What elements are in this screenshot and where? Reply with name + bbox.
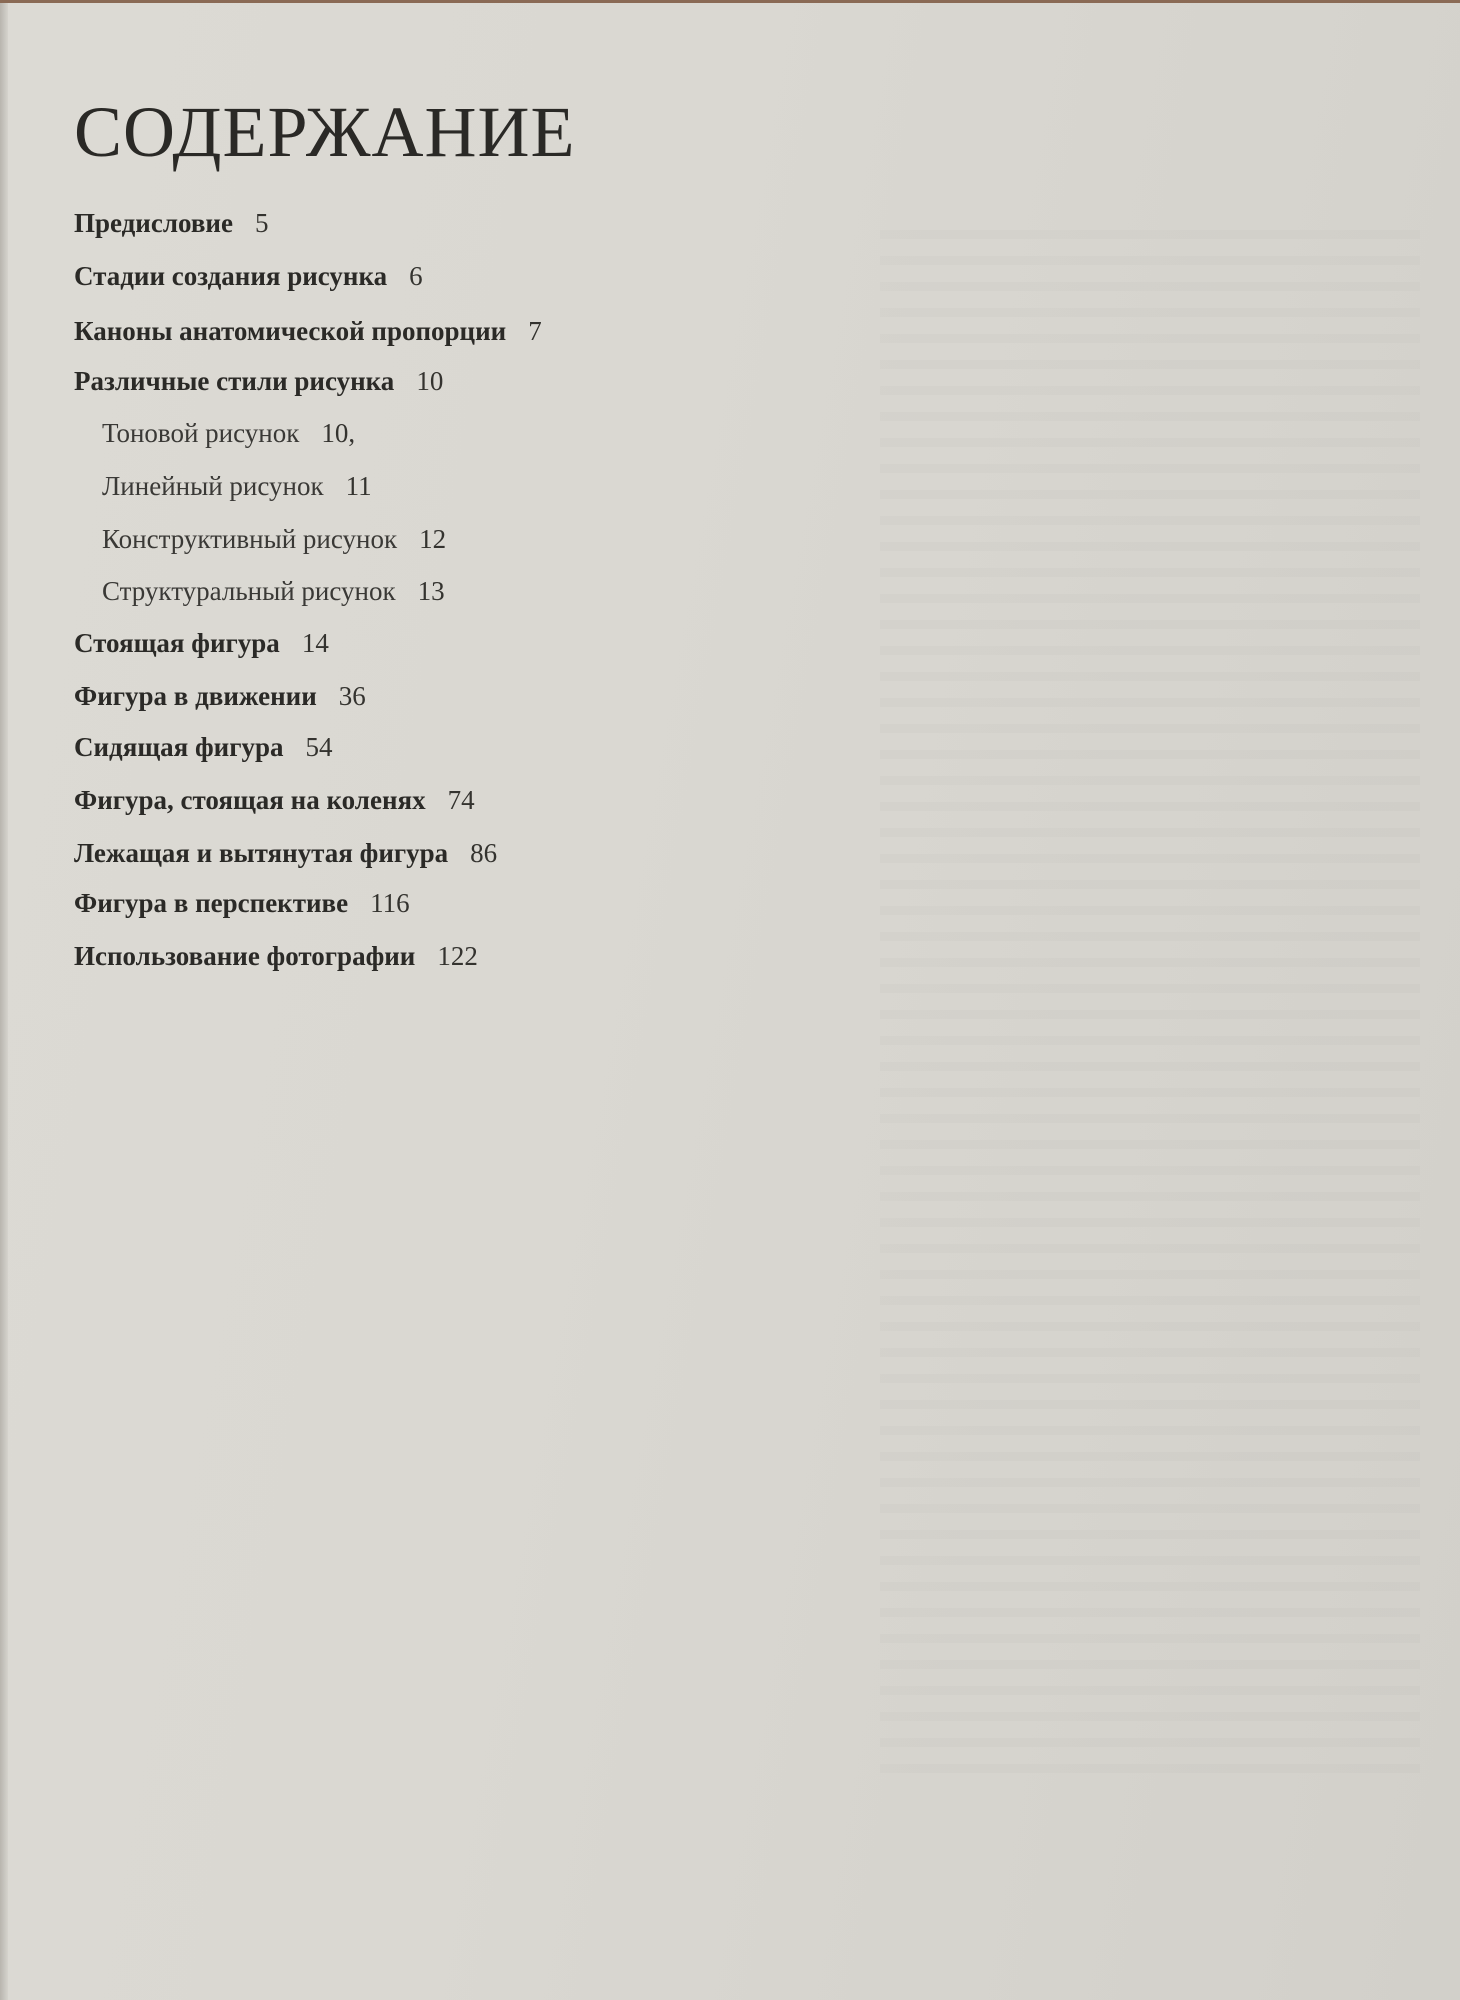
toc-entry <box>74 263 423 290</box>
toc-entry-page-number: 10, <box>321 418 356 448</box>
toc-entry-label: Сидящая фигура <box>74 732 284 762</box>
toc-entry <box>74 734 333 761</box>
toc-entry-page-number: 14 <box>301 628 329 658</box>
toc-entry-label: Структуральный рисунок <box>102 576 396 606</box>
toc-entry-label: Фигура, стоящая на коленях <box>74 785 426 815</box>
toc-entry-label: Различные стили рисунка <box>74 366 395 396</box>
toc-entry-page-number: 86 <box>470 838 498 868</box>
toc-entry-label: Использование фотографии <box>74 941 416 971</box>
toc-entry <box>102 526 446 553</box>
toc-entry <box>74 943 478 970</box>
toc-entry-page-number: 5 <box>254 208 269 238</box>
toc-entry-label: Фигура в перспективе <box>74 888 349 918</box>
toc-entry <box>102 420 355 447</box>
toc-entry-page-number: 36 <box>338 681 366 711</box>
toc-entry <box>102 473 372 500</box>
toc-entry-page-number: 6 <box>409 261 423 291</box>
toc-entry-page-number: 7 <box>528 316 542 346</box>
toc-entry <box>74 318 542 345</box>
page-top-edge <box>0 0 1460 3</box>
toc-entry-page-number: 122 <box>437 941 478 971</box>
toc-entry-label: Каноны анатомической пропорции <box>74 316 507 346</box>
show-through-text <box>880 230 1420 1790</box>
page-spine-edge <box>0 0 8 2000</box>
toc-entry-label: Фигура в движении <box>74 681 317 711</box>
toc-entry <box>102 578 445 605</box>
toc-entry-page-number: 54 <box>305 732 333 762</box>
toc-entry-label: Лежащая и вытянутая фигура <box>74 838 449 868</box>
toc-entry <box>74 890 410 917</box>
page-title: СОДЕРЖАНИЕ <box>74 92 576 172</box>
toc-entry <box>74 840 497 867</box>
toc-entry-page-number: 74 <box>447 785 475 815</box>
toc-entry-label: Предисловие <box>74 208 233 238</box>
toc-entry-page-number: 13 <box>417 576 445 606</box>
toc-entry-label: Линейный рисунок <box>102 471 324 501</box>
toc-entry-label: Стадии создания рисунка <box>74 261 388 291</box>
toc-entry-label: Тоновой рисунок <box>102 418 300 448</box>
toc-entry-label: Стоящая фигура <box>74 628 280 658</box>
toc-entry <box>74 630 329 657</box>
toc-entry <box>74 210 268 237</box>
toc-entry <box>74 683 366 710</box>
toc-entry <box>74 368 443 395</box>
toc-entry-page-number: 10 <box>416 366 444 396</box>
toc-entry-label: Конструктивный рисунок <box>102 524 398 554</box>
toc-entry-page-number: 12 <box>419 524 447 554</box>
toc-entry <box>74 787 475 814</box>
toc-entry-page-number: 11 <box>345 471 372 501</box>
toc-entry-page-number: 116 <box>370 888 410 918</box>
